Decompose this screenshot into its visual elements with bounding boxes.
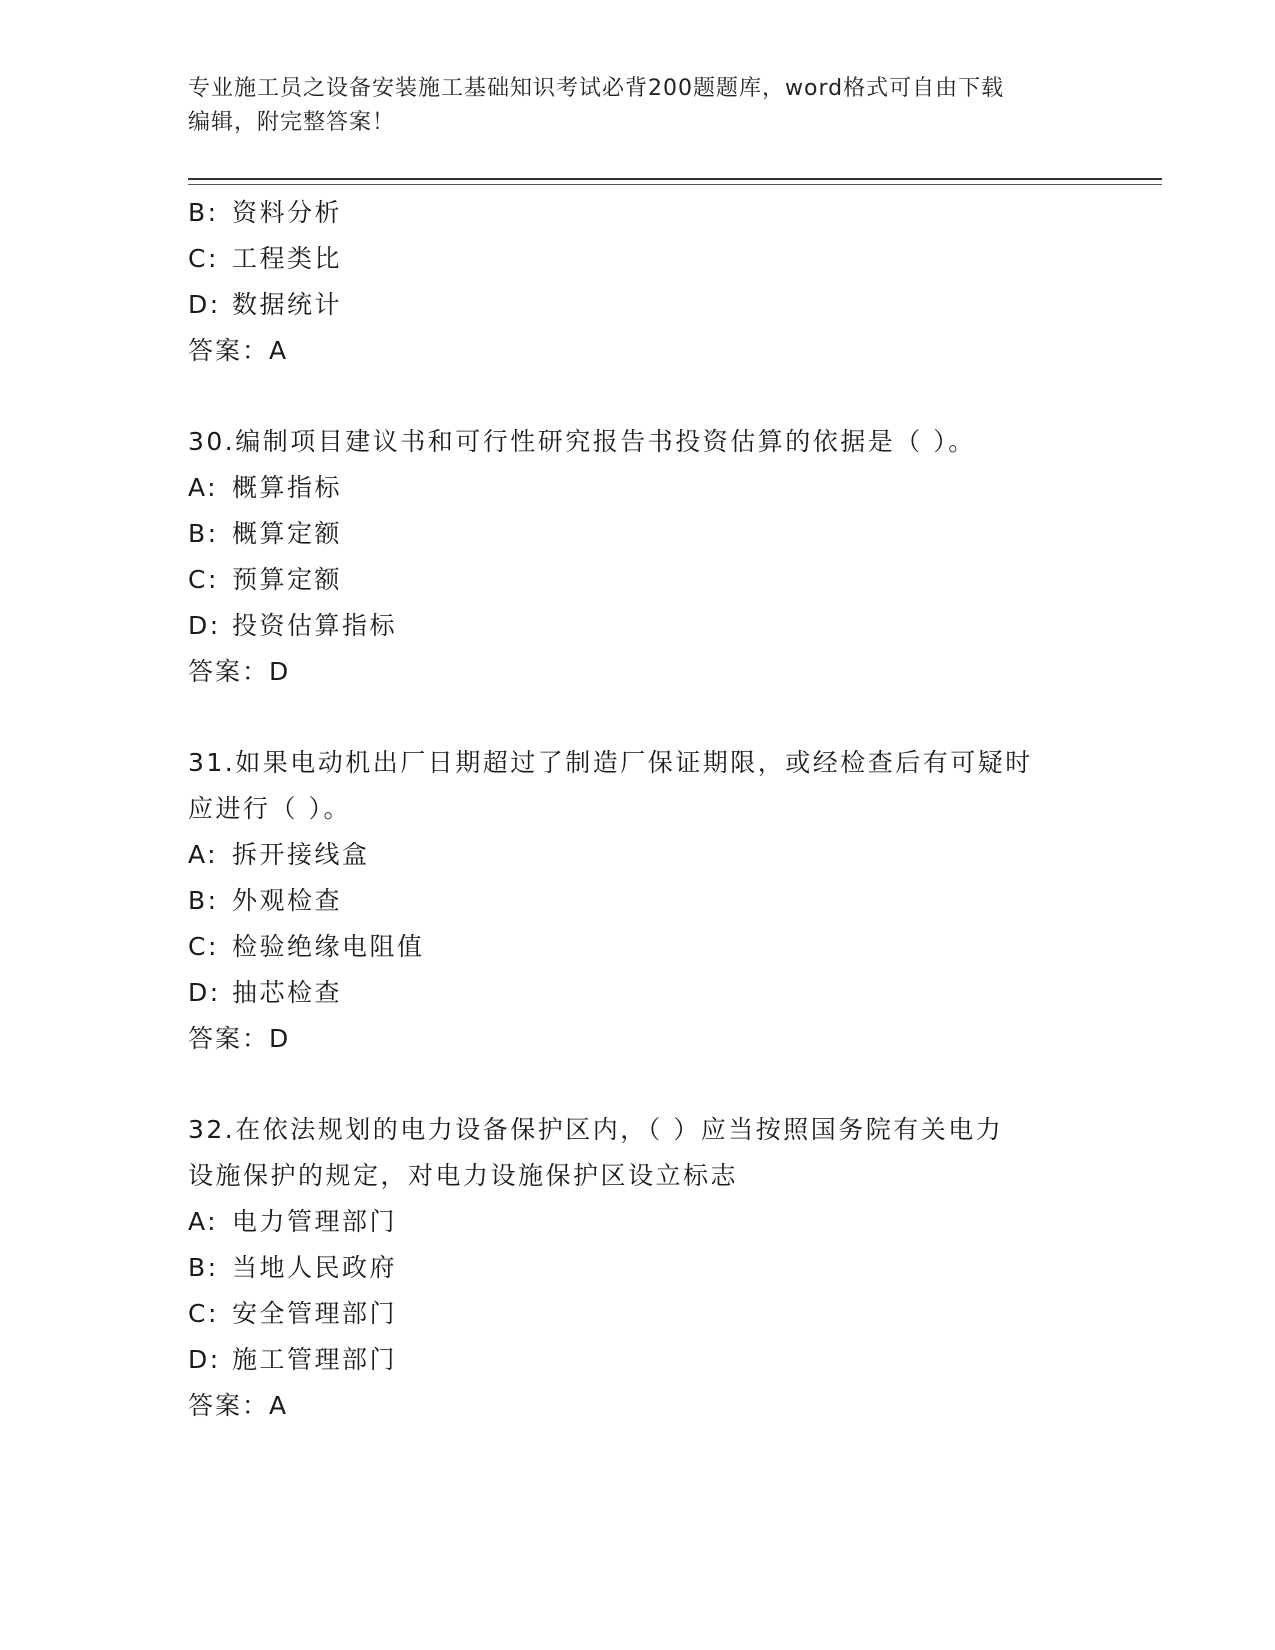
header-line-2: 编辑，附完整答案！ [188,110,396,135]
option-d [188,603,1088,649]
answer-line: 答案：D [188,1024,291,1053]
option-d [188,1337,1088,1383]
question-block-31 [188,740,1088,1062]
option-letter: B: [188,886,219,915]
option-text: 电力管理部门 [232,1207,398,1236]
option-letter: C: [188,565,219,594]
option-text: 概算定额 [232,519,343,548]
option-letter: D: [188,611,221,640]
option-text: 投资估算指标 [232,611,398,640]
header-divider-thin [188,184,1162,185]
option-letter: A: [188,473,219,502]
option-letter: B: [188,198,219,227]
question-block-30 [188,419,1088,695]
option-b [188,1245,1088,1291]
option-a [188,1199,1088,1245]
option-letter: D: [188,978,221,1007]
option-letter: C: [188,1299,219,1328]
option-letter: C: [188,244,219,273]
option-letter: A: [188,840,219,869]
option-b [188,190,1088,236]
option-text: 数据统计 [232,290,343,319]
option-text: 工程类比 [232,244,343,273]
option-b [188,511,1088,557]
option-d [188,282,1088,328]
option-text: 概算指标 [232,473,343,502]
question-stem-line-1: 32.在依法规划的电力设备保护区内，（ ）应当按照国务院有关电力 [188,1115,1004,1144]
question-stem-line-1: 31.如果电动机出厂日期超过了制造厂保证期限，或经检查后有可疑时 [188,748,1033,777]
question-stem-line-2: 设施保护的规定，对电力设施保护区设立标志 [188,1161,739,1190]
answer-line: 答案：D [188,657,291,686]
header-line-1: 专业施工员之设备安装施工基础知识考试必背200题题库，word格式可自由下载 [188,76,1005,101]
option-b [188,878,1088,924]
option-text: 预算定额 [232,565,343,594]
option-letter: C: [188,932,219,961]
option-text: 施工管理部门 [232,1345,398,1374]
option-text: 外观检查 [232,886,343,915]
option-letter: B: [188,1253,219,1282]
option-text: 抽芯检查 [232,978,343,1007]
question-stem-line-2: 应进行（ ）。 [188,794,351,823]
option-text: 资料分析 [232,198,343,227]
page-header [188,72,1068,140]
option-text: 拆开接线盒 [232,840,370,869]
question-block-32 [188,1107,1088,1429]
option-letter: A: [188,1207,219,1236]
option-letter: B: [188,519,219,548]
question-stem: 30.编制项目建议书和可行性研究报告书投资估算的依据是（ ）。 [188,427,976,456]
answer-line: 答案：A [188,1391,289,1420]
question-block-29-continued [188,190,1088,374]
option-letter: D: [188,1345,221,1374]
option-text: 检验绝缘电阻值 [232,932,425,961]
option-c [188,1291,1088,1337]
option-text: 当地人民政府 [232,1253,398,1282]
option-c [188,557,1088,603]
option-letter: D: [188,290,221,319]
option-a [188,465,1088,511]
option-a [188,832,1088,878]
option-text: 安全管理部门 [232,1299,398,1328]
answer-line: 答案：A [188,336,289,365]
option-c [188,924,1088,970]
option-d [188,970,1088,1016]
option-c [188,236,1088,282]
header-divider-thick [188,178,1162,180]
question-content [188,190,1088,1429]
